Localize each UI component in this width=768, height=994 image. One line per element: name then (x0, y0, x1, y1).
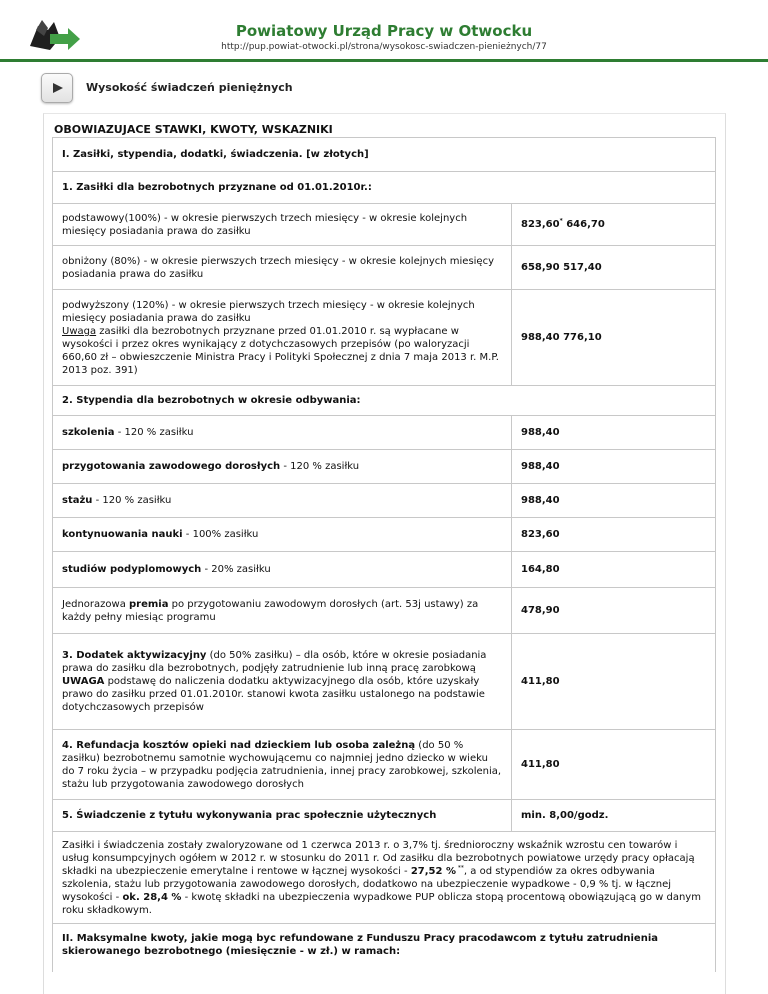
arrow-right-icon (52, 82, 64, 94)
reduced-allowance-desc: obniżony (80%) - w okresie pierwszych trzech miesięcy - w okresie kolejnych miesięcy posiadania prawa do zasiłku (53, 246, 512, 290)
row-value: 823,60 (512, 518, 716, 552)
basic-allowance-value (512, 204, 716, 246)
note-label: UWAGA (62, 676, 105, 687)
desc-bold: przygotowania zawodowego dorosłych (62, 461, 281, 472)
subsection-1-heading: 1. Zasiłki dla bezrobotnych przyznane od 01.01.2010r.: (53, 172, 716, 204)
basic-allowance-desc: podstawowy(100%) - w okresie pierwszych trzech miesięcy - w okresie kolejnych miesięcy posiadania prawa do zasiłku (53, 204, 512, 246)
table-row (53, 518, 716, 552)
desc-bold: stażu (62, 495, 93, 506)
footnote-mark: ** (455, 864, 464, 872)
row-desc (53, 450, 512, 484)
table-row (53, 730, 716, 800)
table-row (53, 290, 716, 386)
subsection-2-heading: 2. Stypendia dla bezrobotnych w okresie odbywania: (53, 386, 716, 416)
table-row (53, 800, 716, 832)
footnote-mark: * (559, 217, 563, 225)
row-value: 164,80 (512, 552, 716, 588)
row-desc (53, 416, 512, 450)
table-row (53, 172, 716, 204)
row-desc (53, 588, 512, 634)
row-value: 988,40 (512, 450, 716, 484)
desc-text: - 120 % zasiłku (114, 427, 194, 438)
site-title[interactable]: Powiatowy Urząd Pracy w Otwocku (235, 22, 533, 40)
note-text: - kwotę składki na ubezpieczenia wypadkowe PUP oblicza stopą procentową obowiązującą go w danym roku składkowym. (62, 891, 701, 916)
desc-text: - 100% zasiłku (182, 529, 259, 540)
row-desc (53, 552, 512, 588)
table-row (53, 832, 716, 924)
desc-text: podwyższony (120%) - w okresie pierwszych trzech miesięcy - w okresie kolejnych miesięcy posiadania prawa do zasiłku (62, 299, 475, 324)
section-2-heading: II. Maksymalne kwoty, jakie mogą byc refundowane z Funduszu Pracy pracodawcom z tytułu zatrudnienia skierowanego bezrobotnego (miesięcznie - w zł.) w ramach: (53, 924, 716, 972)
desc-bold: kontynuowania nauki (62, 529, 183, 540)
row-value: 411,80 (512, 730, 716, 800)
site-url: http://pup.powiat-otwocki.pl/strona/wysokosc-swiadczen-pienieżnych/77 (221, 42, 547, 52)
childcare-refund-desc (53, 730, 512, 800)
table-row (53, 552, 716, 588)
note-text: Zasiłki i świadczenia zostały zwaloryzowane od 1 czerwca 2013 r. o 3,7% tj. średnioroczny wskaźnik wzrostu cen towarów i usług konsumpcyjnych ogółem w 2012 r. w stosunku do 2011 r. Od zasiłku dla bezrobotnych powiatowe urzędy pracy opłacają składki na ubezpieczenie emerytalne i rentowe w łącznej wysokości - (62, 839, 695, 877)
table-row (53, 416, 716, 450)
desc-bold: 3. Dodatek aktywizacyjny (62, 650, 207, 661)
value-secondary: 646,70 (562, 219, 605, 230)
increased-allowance-desc (53, 290, 512, 386)
desc-bold: premia (129, 598, 169, 610)
note-text: podstawę do naliczenia dodatku aktywizacyjnego dla osób, które uzyskały prawo do zasiłku przed 01.01.2010r. stanowi kwota zasiłku ustalonego na podstawie dotychczasowych przepisów (62, 676, 485, 713)
note-label: Uwaga (62, 325, 97, 337)
page-heading: Wysokość świadczeń pieniężnych (86, 81, 293, 94)
section-1-heading: I. Zasiłki, stypendia, dodatki, świadczenia. [w złotych] (53, 138, 716, 172)
desc-text: - 120 % zasiłku (280, 461, 360, 472)
note-text: zasiłki dla bezrobotnych przyznane przed 01.01.2010 r. są wypłacane w wysokości i przez okres wynikający z dotychczasowych przepisów (po waloryzacji 660,60 zł – obwieszczenie Ministra Pracy i Polityki Społecznej z dnia 7 maja 2013 r. M.P. 2013 poz. 391) (62, 325, 499, 376)
table-row (53, 246, 716, 290)
nav-arrow-button[interactable] (41, 73, 73, 103)
row-value: 988,40 (512, 484, 716, 518)
contribution-rate: 27,52 % (410, 865, 456, 877)
desc-text: (do 50% zasiłku) – dla osób, które w okresie posiadania prawa do zasiłku dla bezrobotnych, podjęły zatrudnienie lub inną pracę zarobkową (62, 650, 487, 674)
total-rate: ok. 28,4 % (122, 891, 182, 903)
table-row (53, 204, 716, 246)
note-text: , a od stypendiów za okres odbywania szkolenia, stażu lub przygotowania zawodowego dorosłych, dodatkowo na ubezpieczenie wypadkowe - 0,9 % tj. w łącznej wysokości - (62, 865, 672, 903)
row-value: 478,90 (512, 588, 716, 634)
increased-allowance-value: 988,40 776,10 (512, 290, 716, 386)
site-header (0, 0, 768, 62)
row-value: 988,40 (512, 416, 716, 450)
indexation-note (53, 832, 716, 924)
desc-text: - 120 % zasiłku (92, 495, 172, 506)
row-value: min. 8,00/godz. (512, 800, 716, 832)
value-primary: 823,60 (521, 219, 560, 230)
desc-text: - 20% zasiłku (201, 564, 271, 575)
table-row (53, 588, 716, 634)
desc-bold: szkolenia (62, 427, 115, 438)
desc-bold: studiów podyplomowych (62, 564, 202, 575)
desc-bold: 4. Refundacja kosztów opieki nad dzieckiem lub osoba zależną (62, 739, 416, 751)
table-row (53, 386, 716, 416)
table-row (53, 634, 716, 730)
rates-table (52, 137, 716, 972)
desc-text: (do 50 % zasiłku) bezrobotnemu samotnie wychowującemu co najmniej jedno dziecko w wieku do 7 roku życia – w przypadku podjęcia zatrudnienia, innej pracy zarobkowej, szkolenia, stażu lub przygotowania zawodowego dorosłych (62, 739, 502, 790)
social-work-desc: 5. Świadczenie z tytułu wykonywania prac społecznie użytecznych (53, 800, 512, 832)
desc-text: po przygotowaniu zawodowym dorosłych (art. 53j ustawy) za każdy pełny miesiąc programu (62, 598, 479, 623)
reduced-allowance-value: 658,90 517,40 (512, 246, 716, 290)
activation-bonus-desc (53, 634, 512, 730)
section-title: OBOWIAZUJACE STAWKI, KWOTY, WSKAZNIKI (54, 123, 333, 136)
table-row (53, 450, 716, 484)
table-row (53, 138, 716, 172)
row-value: 411,80 (512, 634, 716, 730)
row-desc (53, 484, 512, 518)
row-desc (53, 518, 512, 552)
desc-text: Jednorazowa (62, 598, 129, 610)
table-row (53, 484, 716, 518)
table-row (53, 924, 716, 972)
